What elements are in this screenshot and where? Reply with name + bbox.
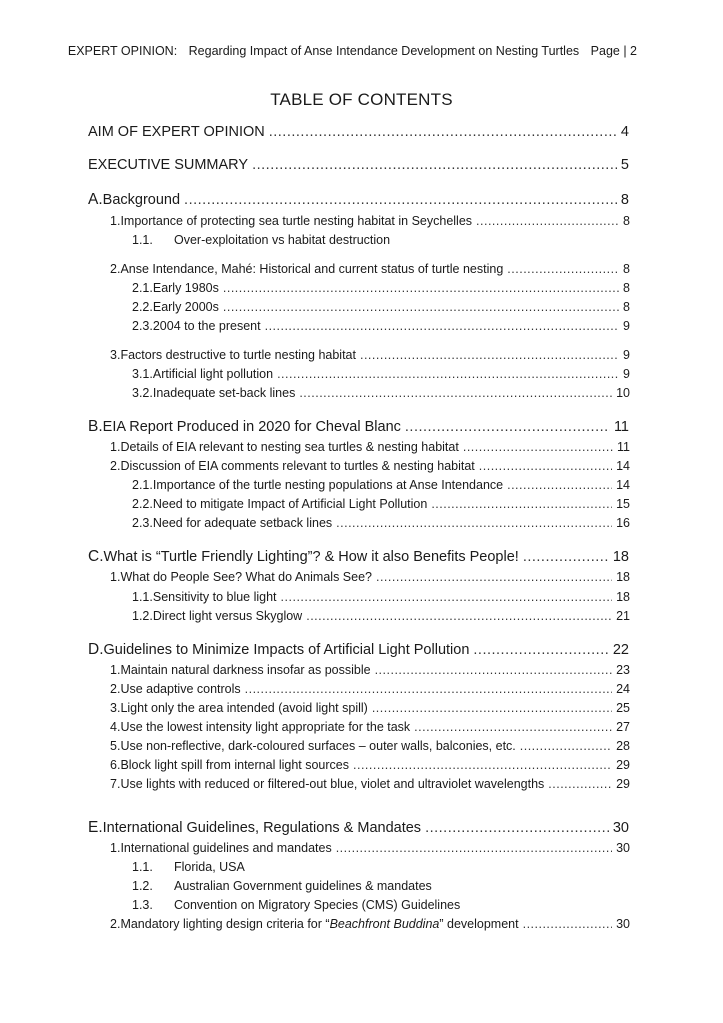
toc-entry-label: Light only the area intended (avoid light spill): [120, 701, 368, 715]
toc-entry-label: International Guidelines, Regulations & Mandates: [102, 820, 422, 836]
toc-entry-a2-2[interactable]: [132, 300, 630, 314]
header-label: EXPERT OPINION:: [67, 44, 178, 58]
toc-entry-e1-1[interactable]: [132, 860, 630, 874]
toc-entry-page: 4: [620, 124, 629, 140]
toc-entry-d4[interactable]: [110, 720, 630, 734]
leader-dots: [523, 917, 613, 931]
toc-entry-number: E.: [88, 819, 103, 836]
toc-entry-number: 2.2.: [132, 300, 153, 314]
toc-entry-label: EXECUTIVE SUMMARY: [88, 157, 249, 173]
toc-entry-number: 2.: [110, 917, 121, 931]
toc-entry-label: What do People See? What do Animals See?: [120, 570, 372, 584]
toc-entry-d6[interactable]: [110, 758, 630, 772]
toc-entry-b2[interactable]: [110, 459, 630, 473]
toc-entry-d3[interactable]: [110, 701, 630, 715]
toc-title: TABLE OF CONTENTS: [270, 90, 453, 109]
toc-entry-label: Sensitivity to blue light: [152, 590, 277, 604]
leader-dots: [479, 459, 612, 473]
toc-entry-page: 29: [616, 758, 630, 772]
toc-entry-page: 11: [613, 419, 629, 435]
toc-entry-page: 5: [620, 157, 629, 173]
toc-entry-number: 1.: [110, 440, 121, 454]
toc-entry-page: 18: [616, 590, 630, 604]
toc-entry-number: 1.1.: [132, 590, 153, 604]
toc-entry-page: 29: [616, 777, 630, 791]
leader-dots: [269, 124, 617, 140]
leader-dots: [376, 570, 612, 584]
leader-dots: [414, 720, 612, 734]
leader-dots: [476, 214, 619, 228]
toc-entry-page: 30: [612, 820, 629, 836]
toc-entry-page: 9: [623, 319, 630, 333]
toc-entry-number: 1.: [110, 214, 121, 228]
toc-entry-label: What is “Turtle Friendly Lighting”? & How it also Benefits People!: [103, 549, 519, 565]
toc-entry-label: Need to mitigate Impact of Artificial Light Pollution: [152, 497, 428, 511]
toc-entry-page: 8: [623, 281, 630, 295]
toc-entry-number: D.: [88, 641, 104, 658]
toc-entry-label: Importance of the turtle nesting populations at Anse Intendance: [152, 478, 504, 492]
toc-entry-label: Use lights with reduced or filtered-out blue, violet and ultraviolet wavelengths: [120, 777, 545, 791]
toc-entry-page: 15: [616, 497, 630, 511]
toc-entry-d7[interactable]: [110, 777, 630, 791]
leader-dots: [223, 281, 619, 295]
toc-entry-label: Anse Intendance, Mahé: Historical and current status of turtle nesting: [120, 262, 504, 276]
toc-section-d[interactable]: [88, 641, 629, 659]
toc-entry-b2-1[interactable]: [132, 478, 630, 492]
toc-entry-number: 1.: [110, 841, 121, 855]
toc-entry-page: 25: [616, 701, 630, 715]
leader-dots: [431, 497, 612, 511]
toc-entry-number: B.: [88, 418, 103, 435]
toc-entry-label: Convention on Migratory Species (CMS) Guidelines: [174, 898, 461, 912]
toc-entry-page: 30: [616, 841, 630, 855]
header-page-number: Page | 2: [590, 44, 637, 58]
toc-entry-a2-1[interactable]: [132, 281, 630, 295]
leader-dots: [281, 590, 613, 604]
leader-dots: [184, 192, 617, 208]
toc-entry-label: Need for adequate setback lines: [152, 516, 333, 530]
leader-dots: [360, 348, 619, 362]
leader-dots: [523, 549, 609, 565]
toc-entry-label: Maintain natural darkness insofar as possible: [120, 663, 371, 677]
toc-entry-label: AIM OF EXPERT OPINION: [88, 124, 265, 140]
toc-section-b[interactable]: [88, 418, 629, 436]
leader-dots: [405, 419, 610, 435]
toc-entry-label: Australian Government guidelines & mandates: [174, 879, 432, 893]
toc-entry-label: Factors destructive to turtle nesting habitat: [120, 348, 356, 362]
toc-entry-page: 22: [612, 642, 629, 658]
page-header: [68, 44, 637, 58]
leader-dots: [245, 682, 612, 696]
toc-entry-label: International guidelines and mandates: [120, 841, 332, 855]
leader-dots: [507, 478, 612, 492]
toc-entry-number: 2.1.: [132, 281, 153, 295]
leader-dots: [336, 841, 612, 855]
toc-entry-a3-2[interactable]: [132, 386, 630, 400]
toc-entry-page: 28: [616, 739, 630, 753]
toc-entry-number: 1.: [110, 570, 121, 584]
leader-dots: [520, 739, 612, 753]
toc-entry-page: 8: [620, 192, 629, 208]
toc-entry-label: Background: [102, 192, 181, 208]
toc-entry-number: 2.: [110, 459, 121, 473]
toc-entry-number: 4.: [110, 720, 121, 734]
leader-dots: [507, 262, 619, 276]
toc-entry-label: Guidelines to Minimize Impacts of Artificial Light Pollution: [103, 642, 470, 658]
toc-entry-label: Use the lowest intensity light appropriate for the task: [120, 720, 411, 734]
toc-entry-label: Over-exploitation vs habitat destruction: [174, 233, 391, 247]
toc-entry-label: Use non-reflective, dark-coloured surfaces – outer walls, balconies, etc.: [120, 739, 516, 753]
toc-entry-label: Block light spill from internal light sources: [120, 758, 350, 772]
toc-entry-number: A.: [88, 191, 103, 208]
toc-entry-label: Early 2000s: [152, 300, 219, 314]
toc-entry-number: 2.1.: [132, 478, 153, 492]
toc-entry-c1[interactable]: [110, 570, 630, 584]
toc-entry-label: 2004 to the present: [152, 319, 261, 333]
toc-entry-d1[interactable]: [110, 663, 630, 677]
toc-entry-c1-2[interactable]: [132, 609, 630, 623]
toc-entry-number: 1.1.: [132, 233, 153, 247]
toc-section-e[interactable]: [88, 819, 629, 837]
toc-entry-label: Inadequate set-back lines: [152, 386, 296, 400]
toc-entry-page: 30: [616, 917, 630, 931]
toc-entry-a3-1[interactable]: [132, 367, 630, 381]
leader-dots: [265, 319, 619, 333]
toc-entry-number: 3.1.: [132, 367, 153, 381]
toc-entry-number: 1.: [110, 663, 121, 677]
toc-entry-page: 14: [616, 478, 630, 492]
toc-entry-a1[interactable]: [110, 214, 630, 228]
toc-entry-page: 21: [616, 609, 630, 623]
toc-entry-d5[interactable]: [110, 739, 630, 753]
toc-entry-e1-3[interactable]: [132, 898, 630, 912]
toc-entry-e2[interactable]: [110, 917, 630, 931]
leader-dots: [425, 820, 609, 836]
toc-entry-c1-1[interactable]: [132, 590, 630, 604]
toc-entry-page: 24: [616, 682, 630, 696]
toc-entry-label: Importance of protecting sea turtle nesting habitat in Seychelles: [120, 214, 473, 228]
leader-dots: [353, 758, 612, 772]
toc-entry-executive-summary[interactable]: [88, 157, 629, 173]
toc-entry-aim[interactable]: [88, 124, 629, 140]
toc-entry-label: Use adaptive controls: [120, 682, 241, 696]
toc-entry-page: 11: [617, 440, 630, 454]
toc-entry-number: 2.: [110, 262, 121, 276]
toc-entry-number: 3.: [110, 348, 121, 362]
label-part: Mandatory lighting design criteria for “: [120, 917, 330, 931]
label-italic-part: Beachfront Buddina: [329, 917, 440, 931]
toc-entry-page: 9: [623, 367, 630, 381]
toc-entry-page: 8: [623, 214, 630, 228]
leader-dots: [299, 386, 612, 400]
toc-entry-page: 18: [612, 549, 629, 565]
toc-entry-b2-3[interactable]: [132, 516, 630, 530]
toc-entry-page: 8: [623, 262, 630, 276]
toc-entry-label: EIA Report Produced in 2020 for Cheval Blanc: [102, 419, 401, 435]
toc-entry-e1-2[interactable]: [132, 879, 630, 893]
toc-entry-number: 5.: [110, 739, 121, 753]
toc-entry-a1-1[interactable]: [132, 233, 630, 247]
toc-entry-page: 18: [616, 570, 630, 584]
toc-entry-number: 6.: [110, 758, 121, 772]
toc-entry-number: 2.3.: [132, 319, 153, 333]
toc-entry-label: Artificial light pollution: [152, 367, 274, 381]
toc-entry-number: 2.2.: [132, 497, 153, 511]
toc-section-c[interactable]: [88, 548, 629, 566]
leader-dots: [336, 516, 612, 530]
toc-entry-a2[interactable]: [110, 262, 630, 276]
toc-entry-b2-2[interactable]: [132, 497, 630, 511]
leader-dots: [223, 300, 619, 314]
toc-entry-page: 14: [616, 459, 630, 473]
toc-entry-number: 2.3.: [132, 516, 153, 530]
toc-entry-number: 1.1.: [132, 860, 153, 874]
toc-entry-number: C.: [88, 548, 104, 565]
toc-entry-a3[interactable]: [110, 348, 630, 362]
toc-entry-page: 10: [616, 386, 630, 400]
toc-entry-e1[interactable]: [110, 841, 630, 855]
toc-entry-label: Direct light versus Skyglow: [152, 609, 303, 623]
leader-dots: [375, 663, 613, 677]
toc-entry-d2[interactable]: [110, 682, 630, 696]
toc-entry-number: 3.2.: [132, 386, 153, 400]
leader-dots: [463, 440, 613, 454]
leader-dots: [306, 609, 612, 623]
leader-dots: [473, 642, 608, 658]
toc-entry-page: 27: [616, 720, 630, 734]
toc-entry-a2-3[interactable]: [132, 319, 630, 333]
toc-entry-label: Florida, USA: [174, 860, 245, 874]
toc-entry-number: 7.: [110, 777, 121, 791]
toc-entry-page: 9: [623, 348, 630, 362]
leader-dots: [372, 701, 612, 715]
toc-entry-label: Early 1980s: [152, 281, 219, 295]
toc-entry-page: 23: [616, 663, 630, 677]
toc-entry-page: 8: [623, 300, 630, 314]
toc-entry-number: 1.2.: [132, 609, 153, 623]
toc-entry-number: 1.2.: [132, 879, 153, 893]
toc-section-a[interactable]: [88, 191, 629, 209]
leader-dots: [277, 367, 619, 381]
toc-entry-label: [120, 917, 518, 931]
leader-dots: [252, 157, 617, 173]
leader-dots: [548, 777, 612, 791]
toc-entry-b1[interactable]: [110, 440, 630, 454]
toc-entry-number: 2.: [110, 682, 121, 696]
toc-entry-page: 16: [616, 516, 630, 530]
toc-entry-number: 1.3.: [132, 898, 153, 912]
toc-entry-label: Discussion of EIA comments relevant to turtles & nesting habitat: [120, 459, 475, 473]
toc-entry-label: Details of EIA relevant to nesting sea turtles & nesting habitat: [120, 440, 459, 454]
header-title: Regarding Impact of Anse Intendance Development on Nesting Turtles: [188, 44, 580, 58]
label-part: ” development: [439, 917, 519, 931]
toc-entry-number: 3.: [110, 701, 121, 715]
